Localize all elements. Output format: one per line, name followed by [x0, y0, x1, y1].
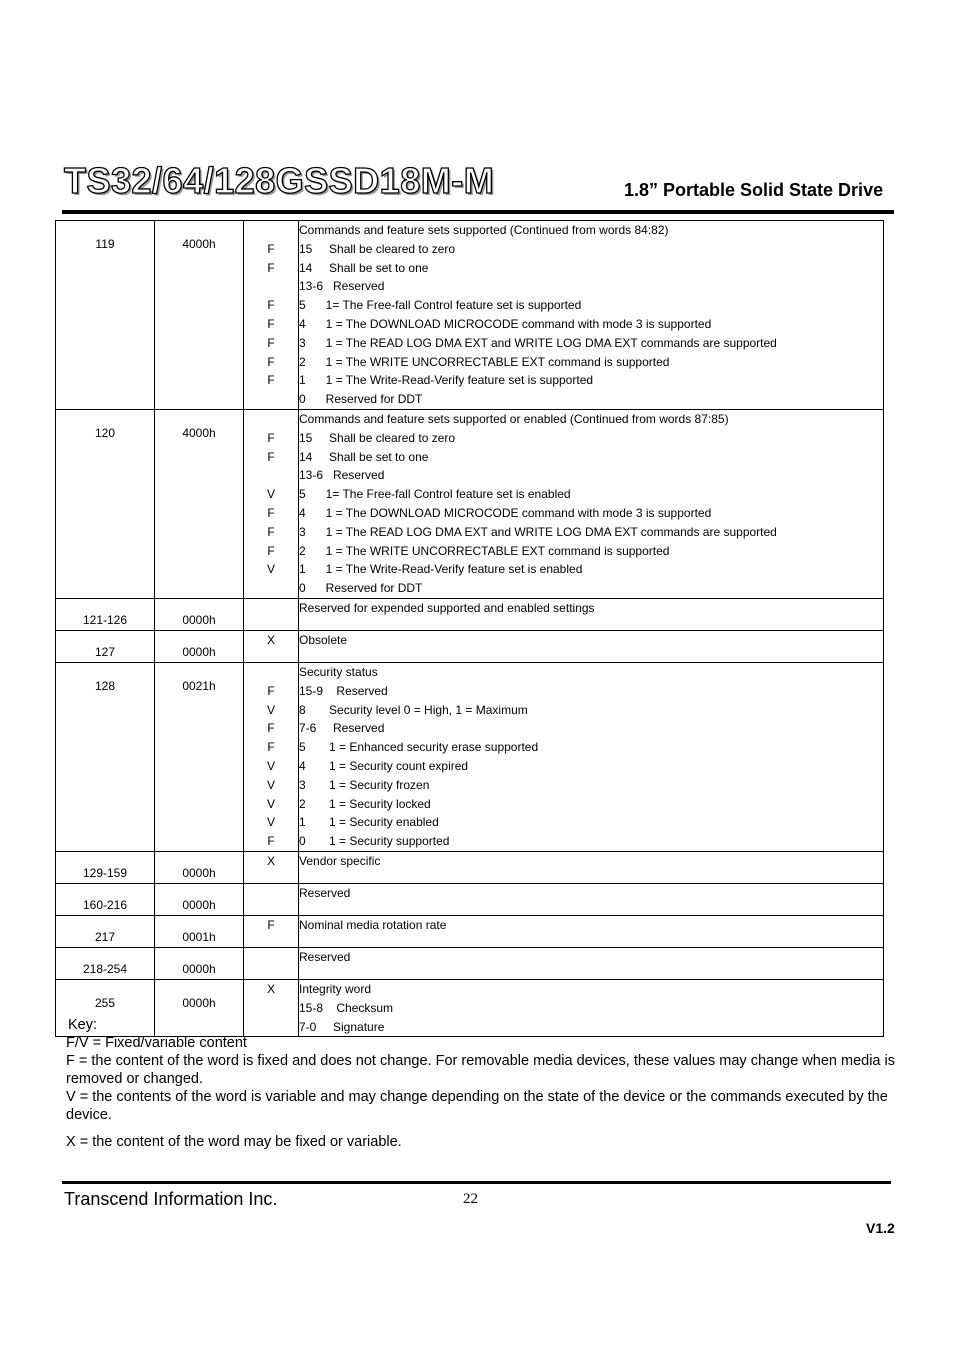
- company-name: Transcend Information Inc.: [64, 1189, 278, 1209]
- fv-flag: F: [267, 683, 275, 698]
- fv-flag: [244, 466, 298, 485]
- description-line: 5 1= The Free-fall Control feature set is enabled: [299, 487, 571, 502]
- fv-flag: [244, 999, 298, 1018]
- key-fv: F/V = Fixed/variable content: [66, 1035, 247, 1051]
- description-line: 4 1 = Security count expired: [299, 758, 469, 773]
- description-cell: [299, 883, 884, 915]
- description-line: Security status: [299, 664, 378, 679]
- fv-flag: X: [266, 853, 275, 868]
- table-body: [56, 221, 884, 1037]
- word-number: 119: [95, 237, 115, 251]
- description-line: 0 Reserved for DDT: [299, 581, 423, 596]
- description-line: 1 1 = Security enabled: [299, 815, 439, 830]
- fv-cell: [244, 598, 299, 630]
- word-number: 120: [94, 425, 116, 440]
- fv-flag: [244, 277, 298, 296]
- description-line: 1 1 = The Write-Read-Verify feature set is enabled: [299, 562, 583, 577]
- default-value: 4000h: [182, 237, 216, 251]
- word-number: 255: [94, 995, 116, 1010]
- table-row: [56, 598, 884, 630]
- description-line: Reserved: [299, 885, 351, 900]
- description-cell: [299, 630, 884, 662]
- header-rule: [62, 210, 894, 214]
- default-value-cell: [155, 947, 244, 979]
- word-cell: [56, 662, 155, 851]
- description-line: Nominal media rotation rate: [299, 917, 447, 932]
- description-line: 15-9 Reserved: [299, 683, 388, 698]
- word-cell: [56, 409, 155, 598]
- description-line: Reserved: [299, 949, 351, 964]
- description-line: 3 1 = The READ LOG DMA EXT and WRITE LOG DMA EXT commands are supported: [299, 335, 777, 350]
- fv-flag: V: [266, 562, 275, 577]
- word-cell: [56, 947, 155, 979]
- description-line: 4 1 = The DOWNLOAD MICROCODE command with mode 3 is supported: [299, 316, 712, 331]
- table-row: [56, 409, 884, 598]
- word-number: 218-254: [82, 961, 128, 976]
- word-number: 129-159: [82, 865, 128, 880]
- fv-flag: X: [266, 632, 275, 647]
- word-cell: [56, 598, 155, 630]
- fv-flag: [244, 390, 298, 409]
- fv-flag: F: [267, 241, 275, 256]
- fv-flag: F: [267, 430, 275, 445]
- default-value-cell: [155, 598, 244, 630]
- description-cell: [299, 598, 884, 630]
- footer-rule: [62, 1181, 891, 1184]
- fv-flag: [244, 579, 298, 598]
- word-cell: [56, 630, 155, 662]
- description-line: 3 1 = The READ LOG DMA EXT and WRITE LOG DMA EXT commands are supported: [299, 524, 777, 539]
- document-title: TS32/64/128GSSD18M-M: [64, 160, 495, 201]
- fv-flag: [244, 663, 298, 682]
- fv-flag: X: [266, 981, 275, 996]
- fv-flag: F: [267, 505, 275, 520]
- fv-cell: [244, 915, 299, 947]
- description-line: Commands and feature sets supported or enabled (Continued from words 87:85): [299, 411, 729, 426]
- fv-flag: F: [267, 449, 275, 464]
- fv-cell: [244, 221, 299, 410]
- description-line: Reserved for expended supported and enabled settings: [299, 600, 595, 615]
- word-cell: [56, 221, 155, 410]
- fv-flag: V: [266, 702, 275, 717]
- description-line: Integrity word: [299, 981, 372, 996]
- description-line: 15-8 Checksum: [299, 1000, 394, 1015]
- fv-flag: F: [267, 543, 275, 558]
- default-value: 0000h: [182, 961, 216, 976]
- description-line: 3 1 = Security frozen: [299, 777, 430, 792]
- fv-flag: [244, 221, 298, 240]
- description-line: Obsolete: [299, 632, 348, 647]
- description-line: 7-0 Signature: [299, 1019, 385, 1034]
- description-cell: [299, 221, 884, 410]
- word-number: 128: [94, 678, 116, 693]
- description-line: Commands and feature sets supported (Continued from words 84:82): [299, 223, 669, 237]
- default-value: 0021h: [182, 678, 216, 693]
- table-row: [56, 883, 884, 915]
- fv-flag: V: [266, 777, 275, 792]
- fv-flag: F: [267, 721, 275, 736]
- fv-cell: [244, 947, 299, 979]
- default-value: 0000h: [182, 612, 216, 627]
- fv-flag: F: [267, 740, 275, 755]
- table-row: [56, 851, 884, 883]
- default-value-cell: [155, 630, 244, 662]
- word-cell: [56, 851, 155, 883]
- description-line: 0 1 = Security supported: [299, 834, 450, 849]
- word-number: 127: [94, 644, 116, 659]
- key-v: V = the contents of the word is variable and may change depending on the state of the device or the commands executed by the device.: [66, 1089, 888, 1123]
- fv-flag: F: [267, 298, 275, 313]
- fv-flag: F: [267, 354, 275, 369]
- description-line: 14 Shall be set to one: [299, 449, 429, 464]
- fv-flag: [244, 884, 298, 903]
- fv-flag: V: [266, 796, 275, 811]
- table-row: [56, 662, 884, 851]
- table-row: [56, 915, 884, 947]
- fv-flag: V: [266, 815, 275, 830]
- default-value: 0001h: [182, 929, 216, 944]
- description-cell: [299, 851, 884, 883]
- description-line: 7-6 Reserved: [299, 721, 385, 736]
- description-line: 13-6 Reserved: [299, 279, 385, 294]
- fv-flag: V: [266, 487, 275, 502]
- key-title: Key:: [68, 1017, 98, 1033]
- description-line: 13-6 Reserved: [299, 468, 385, 483]
- word-number: 121-126: [82, 612, 128, 627]
- word-cell: [56, 915, 155, 947]
- default-value: 0000h: [182, 644, 216, 659]
- description-line: 5 1 = Enhanced security erase supported: [299, 740, 539, 755]
- table-row: [56, 221, 884, 410]
- fv-flag: V: [266, 758, 275, 773]
- key-f: F = the content of the word is fixed and does not change. For removable media devices, these values may change when media is removed or changed.: [66, 1053, 895, 1087]
- default-value: 0000h: [182, 995, 216, 1010]
- description-line: 8 Security level 0 = High, 1 = Maximum: [299, 702, 528, 717]
- default-value: 0000h: [182, 897, 216, 912]
- fv-flag: F: [267, 373, 275, 388]
- table-row: [56, 630, 884, 662]
- document-subtitle: 1.8” Portable Solid State Drive: [624, 180, 884, 200]
- fv-flag: [244, 599, 298, 618]
- fv-cell: [244, 409, 299, 598]
- description-line: 2 1 = The WRITE UNCORRECTABLE EXT command is supported: [299, 543, 670, 558]
- fv-flag: F: [267, 335, 275, 350]
- fv-flag: F: [267, 260, 275, 275]
- word-number: 160-216: [82, 897, 128, 912]
- fv-cell: [244, 883, 299, 915]
- description-cell: [299, 947, 884, 979]
- description-line: 1 1 = The Write-Read-Verify feature set is supported: [299, 373, 594, 388]
- description-cell: [299, 662, 884, 851]
- description-line: 15 Shall be cleared to zero: [299, 241, 456, 256]
- description-line: 0 Reserved for DDT: [299, 392, 423, 407]
- default-value-cell: [155, 883, 244, 915]
- description-line: 4 1 = The DOWNLOAD MICROCODE command with mode 3 is supported: [299, 505, 712, 520]
- default-value-cell: [155, 662, 244, 851]
- word-number: 217: [94, 929, 116, 944]
- page-number: 22: [463, 1191, 478, 1207]
- fv-flag: F: [267, 524, 275, 539]
- description-line: 14 Shall be set to one: [299, 260, 429, 275]
- key-x: X = the content of the word may be fixed or variable.: [66, 1134, 402, 1150]
- default-value-cell: [155, 409, 244, 598]
- key-legend: [66, 1016, 902, 1151]
- identify-device-table: [55, 220, 884, 1037]
- description-line: 2 1 = Security locked: [299, 796, 431, 811]
- default-value-cell: [155, 221, 244, 410]
- word-cell: [56, 883, 155, 915]
- fv-flag: F: [267, 834, 275, 849]
- fv-flag: [244, 410, 298, 429]
- fv-cell: [244, 851, 299, 883]
- description-line: 15 Shall be cleared to zero: [299, 430, 456, 445]
- default-value: 4000h: [182, 425, 216, 440]
- default-value: 0000h: [182, 865, 216, 880]
- version-label: V1.2: [866, 1220, 895, 1236]
- description-line: 5 1= The Free-fall Control feature set is supported: [299, 298, 582, 313]
- table-row: [56, 947, 884, 979]
- fv-cell: [244, 662, 299, 851]
- default-value-cell: [155, 915, 244, 947]
- description-cell: [299, 915, 884, 947]
- fv-cell: [244, 630, 299, 662]
- fv-flag: [244, 948, 298, 967]
- fv-flag: F: [267, 316, 275, 331]
- description-line: 2 1 = The WRITE UNCORRECTABLE EXT command is supported: [299, 354, 670, 369]
- description-cell: [299, 409, 884, 598]
- fv-flag: F: [267, 917, 275, 932]
- description-line: Vendor specific: [299, 853, 381, 868]
- default-value-cell: [155, 851, 244, 883]
